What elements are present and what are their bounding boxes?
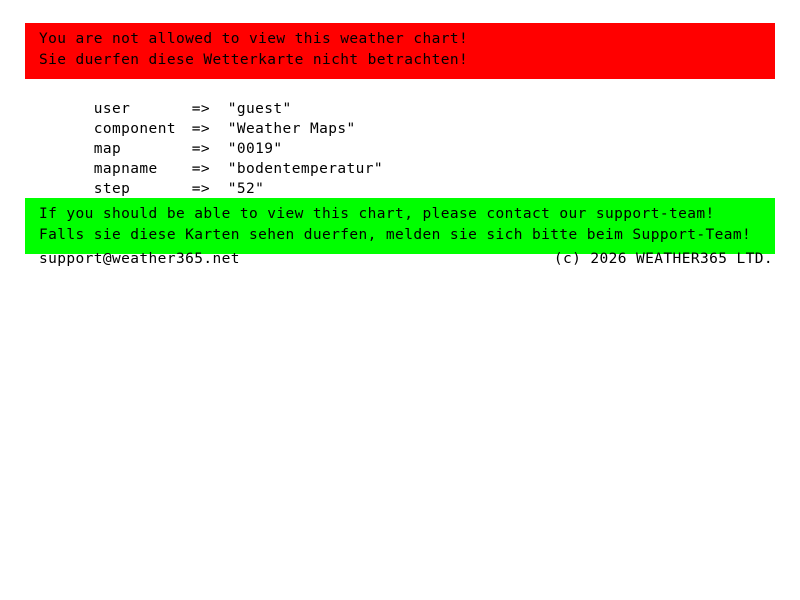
copyright-text: (c) 2026 WEATHER365 LTD. [553, 251, 773, 267]
parameter-key: step [93, 181, 131, 197]
error-banner-line-en: You are not allowed to view this weather chart! [39, 31, 469, 47]
parameter-arrow: => [191, 121, 211, 137]
parameter-arrow: => [191, 141, 211, 157]
parameter-arrow: => [191, 101, 211, 117]
info-banner-line-de: Falls sie diese Karten sehen duerfen, melden sie sich bitte beim Support-Team! [39, 227, 752, 243]
error-banner [25, 23, 775, 79]
info-banner [25, 198, 775, 254]
parameter-value: "bodentemperatur" [227, 161, 383, 177]
parameter-key: map [93, 141, 122, 157]
error-banner-line-de: Sie duerfen diese Wetterkarte nicht betrachten! [39, 52, 469, 68]
parameter-value: "Weather Maps" [227, 121, 356, 137]
parameter-value: "52" [227, 181, 265, 197]
parameter-row-user [39, 79, 383, 117]
support-email-link[interactable]: support@weather365.net [39, 251, 240, 267]
parameter-key: mapname [93, 161, 158, 177]
info-banner-line-en: If you should be able to view this chart, please contact our support-team! [39, 206, 715, 222]
parameter-list [39, 79, 383, 197]
parameter-value: "0019" [227, 141, 283, 157]
footer [39, 249, 773, 269]
parameter-key: user [93, 101, 131, 117]
parameter-arrow: => [191, 181, 211, 197]
parameter-arrow: => [191, 161, 211, 177]
parameter-value: "guest" [227, 101, 292, 117]
parameter-key: component [93, 121, 176, 137]
